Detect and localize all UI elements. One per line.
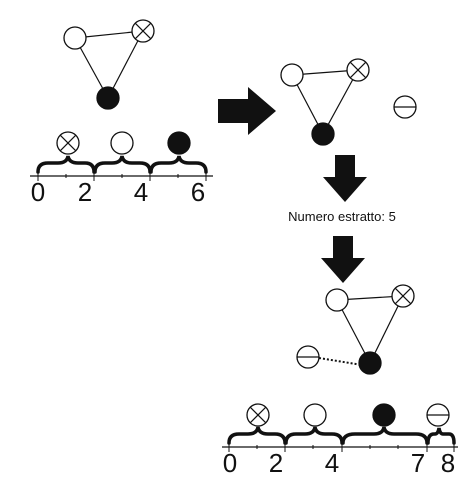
scale-bottom xyxy=(222,404,458,478)
minus-node xyxy=(394,96,416,118)
tick-label: 2 xyxy=(268,448,284,478)
crossed-node xyxy=(132,20,154,42)
brace xyxy=(286,427,342,443)
drawn-number-caption: Numero estratto: 5 xyxy=(288,209,396,224)
open-node xyxy=(326,289,348,311)
tick-label: 0 xyxy=(222,448,238,478)
crossed-node xyxy=(57,132,79,154)
brace xyxy=(343,427,427,443)
filled-node xyxy=(312,123,334,145)
network-final xyxy=(297,285,414,374)
tick-label: 4 xyxy=(133,177,149,207)
minus-node xyxy=(427,404,449,426)
network-initial xyxy=(64,20,154,109)
filled-node xyxy=(97,87,119,109)
network-with-new-node xyxy=(281,59,416,145)
scale-top xyxy=(30,132,213,207)
open-node xyxy=(111,132,133,154)
brace xyxy=(95,156,150,172)
arrow-right-icon xyxy=(218,87,276,135)
arrow-down-icon xyxy=(321,236,365,283)
brace xyxy=(38,156,94,172)
filled-node xyxy=(373,404,395,426)
open-node xyxy=(281,64,303,86)
open-node xyxy=(64,27,86,49)
brace xyxy=(229,427,285,443)
crossed-node xyxy=(247,404,269,426)
tick-label: 7 xyxy=(410,448,426,478)
crossed-node xyxy=(347,59,369,81)
new-edge xyxy=(319,358,362,365)
tick-label: 0 xyxy=(30,177,46,207)
tick-label: 4 xyxy=(324,448,340,478)
tick-label: 6 xyxy=(190,177,206,207)
crossed-node xyxy=(392,285,414,307)
filled-node xyxy=(168,132,190,154)
open-node xyxy=(304,404,326,426)
brace xyxy=(151,156,206,172)
tick-label: 8 xyxy=(440,448,456,478)
brace xyxy=(428,428,454,443)
tick-label: 2 xyxy=(77,177,93,207)
arrow-down-icon xyxy=(323,155,367,202)
minus-node xyxy=(297,346,319,368)
filled-node xyxy=(359,352,381,374)
